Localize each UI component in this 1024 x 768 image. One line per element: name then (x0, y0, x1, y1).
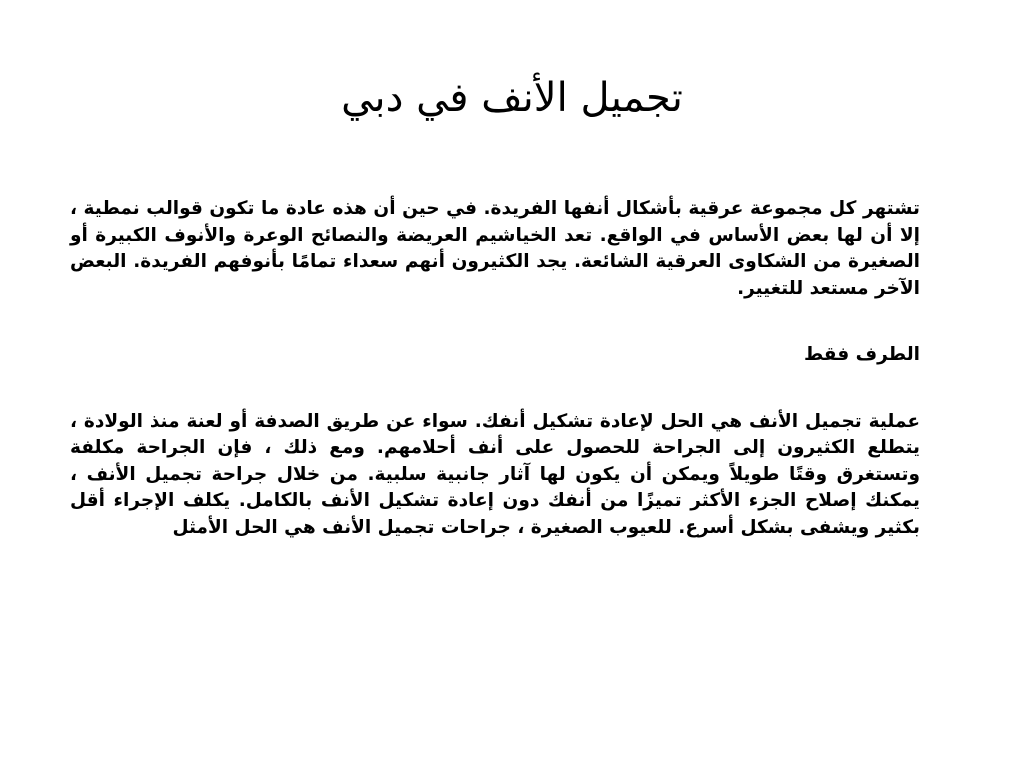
details-paragraph: عملية تجميل الأنف هي الحل لإعادة تشكيل أنفك. سواء عن طريق الصدفة أو لعنة منذ الولادة ، يتطلع الكثيرون إلى الجراحة للحصول على أنف أحلامهم. ومع ذلك ، فإن الجراحة مكلفة وتستغرق وقتًا طويلاً ويمكن أن يكون لها آثار جانبية سلبية. من خلال جراحة تجميل الأنف ، يمكنك إصلاح الجزء الأكثر تميزًا من أنفك دون إعادة تشكيل الأنف بالكامل. يكلف الإجراء أقل بكثير ويشفى بشكل أسرع. للعيوب الصغيرة ، جراحات تجميل الأنف هي الحل الأمثل (70, 410, 920, 538)
slide-body (70, 196, 920, 541)
slide-title: تجميل الأنف في دبي (341, 75, 683, 121)
intro-paragraph: تشتهر كل مجموعة عرقية بأشكال أنفها الفريدة. في حين أن هذه عادة ما تكون قوالب نمطية ، إلا أن لها بعض الأساس في الواقع. تعد الخياشيم العريضة والنصائح الوعرة والأنوف الكبيرة أو الصغيرة من الشكاوى العرقية الشائعة. يجد الكثيرون أنهم سعداء تمامًا بأنوفهم الفريدة. البعض الآخر مستعد للتغيير. (70, 198, 920, 299)
subheading-paragraph: الطرف فقط (804, 344, 920, 365)
